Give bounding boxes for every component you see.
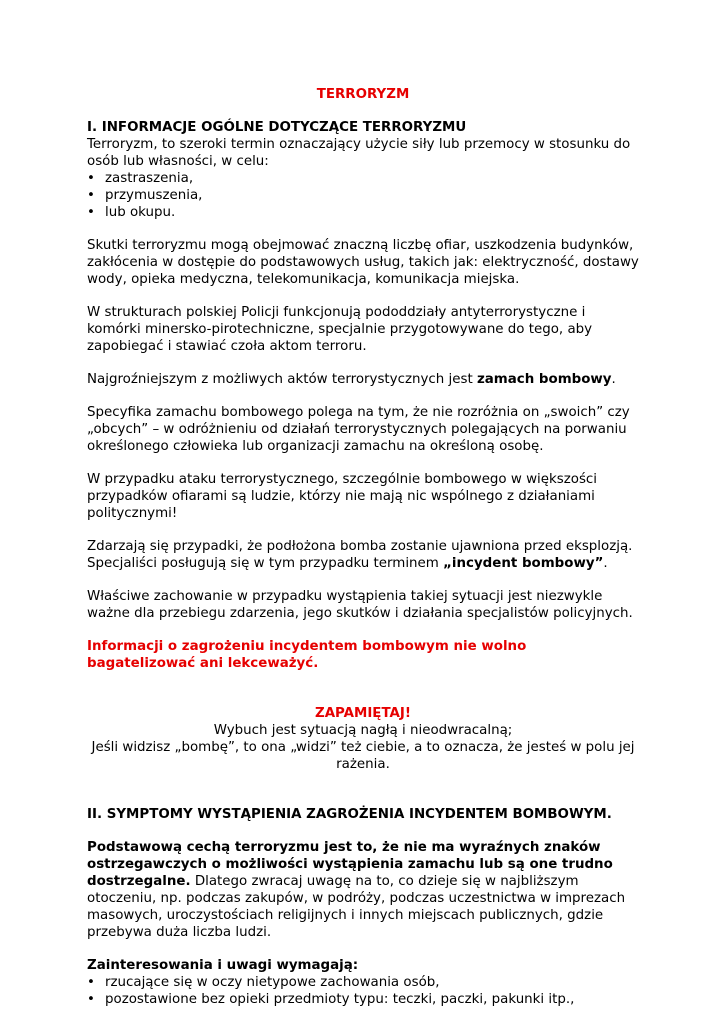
document-content <box>87 86 639 1008</box>
remember-line-2: Jeśli widzisz „bombę”, to ona „widzi” też ciebie, a to oznacza, że jesteś w polu jej rażenia. <box>91 740 635 772</box>
paragraph-specifics: Specyfika zamachu bombowego polega na tym, że nie rozróżnia on „swoich” czy „obcych” – w odróżnieniu od działań terrorystycznych polegających na porwaniu określonego człowieka lub organizacji zamachu na określoną osobę. <box>87 405 630 454</box>
attention-heading: Zainteresowania i uwagi wymagają: <box>87 958 359 973</box>
list-item: • rzucające się w oczy nietypowe zachowania osób, <box>87 975 440 990</box>
paragraph-police-units: W strukturach polskiej Policji funkcjonują pododdziały antyterrorystyczne i komórki minersko-pirotechniczne, specjalnie przygotowywane do tego, aby zapobiegać i stawiać czoła aktom terroru. <box>87 305 593 354</box>
list-item: • zastraszenia, <box>87 171 194 186</box>
remember-line-1: Wybuch jest sytuacją nagłą i nieodwracalną; <box>213 723 513 738</box>
goals-list <box>87 170 639 221</box>
attention-list <box>87 974 639 1008</box>
list-item: • lub okupu. <box>87 205 176 220</box>
bullet-icon: • <box>87 205 95 220</box>
bullet-icon: • <box>87 171 95 186</box>
paragraph-effects: Skutki terroryzmu mogą obejmować znaczną liczbę ofiar, uszkodzenia budynków, zakłócenia w dostępie do podstawowych usług, takich jak: elektryczność, dostawy wody, opieka medyczna, telekomunikacja, komunikacja miejska. <box>87 238 639 287</box>
section-1-heading: I. INFORMACJE OGÓLNE DOTYCZĄCE TERRORYZMU <box>87 120 467 135</box>
paragraph-victims: W przypadku ataku terrorystycznego, szczególnie bombowego w większości przypadków ofiarami są ludzie, którzy nie mają nic wspólnego z działaniami politycznymi! <box>87 472 598 521</box>
section-2-heading: II. SYMPTOMY WYSTĄPIENIA ZAGROŻENIA INCYDENTEM BOMBOWYM. <box>87 807 612 822</box>
document-title: TERRORYZM <box>316 87 410 102</box>
bullet-icon: • <box>87 992 95 1007</box>
bullet-icon: • <box>87 975 95 990</box>
list-item: • pozostawione bez opieki przedmioty typu: teczki, paczki, pakunki itp., <box>87 992 575 1007</box>
paragraph-symptoms: Podstawową cechą terroryzmu jest to, że nie ma wyraźnych znaków ostrzegawczych o możliwości wystąpienia zamachu lub są one trudno dostrzegalne. Dlatego zwracaj uwagę na to, co dzieje się w najbliższym otoczeniu, np. podczas zakupów, w podróży, podczas uczestnictwa w imprezach masowych, uroczystościach religijnych i innych miejscach publicznych, gdzie przebywa duża liczba ludzi. <box>87 840 626 940</box>
bullet-icon: • <box>87 188 95 203</box>
warning-text: Informacji o zagrożeniu incydentem bombowym nie wolno bagatelizować ani lekceważyć. <box>87 639 527 671</box>
section-1-intro: Terroryzm, to szeroki termin oznaczający użycie siły lub przemocy w stosunku do osób lub własności, w celu: <box>87 137 631 169</box>
paragraph-behavior: Właściwe zachowanie w przypadku wystąpienia takiej sytuacji jest niezwykle ważne dla przebiegu zdarzenia, jego skutków i działania specjalistów policyjnych. <box>87 589 633 621</box>
list-item: • przymuszenia, <box>87 188 203 203</box>
remember-heading: ZAPAMIĘTAJ! <box>314 706 412 721</box>
paragraph-bomb-attack: Najgroźniejszym z możliwych aktów terrorystycznych jest zamach bombowy. <box>87 372 616 387</box>
paragraph-bomb-incident: Zdarzają się przypadki, że podłożona bomba zostanie ujawniona przed eksplozją. Specjaliści posługują się w tym przypadku terminem „incydent bombowy”. <box>87 539 633 571</box>
